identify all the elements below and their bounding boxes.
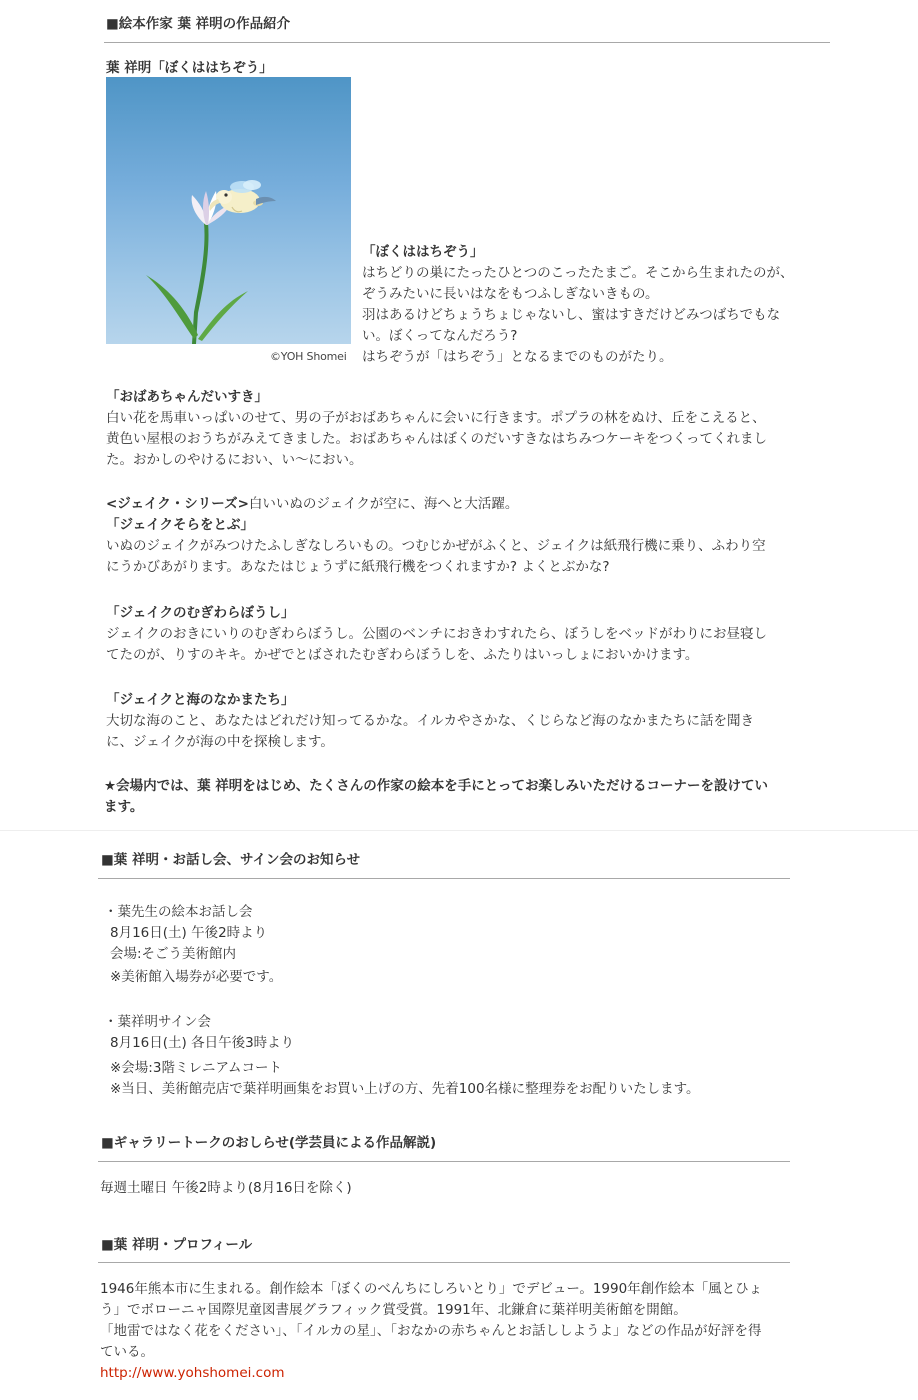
event-title: ・葉祥明サイン会 — [104, 1014, 212, 1030]
featured-book-description — [362, 242, 832, 368]
book-line: 黄色い屋根のおうちがみえてきました。おばあちゃんはぼくのだいすきなはちみつケーキをつくってくれまし — [106, 431, 767, 447]
featured-line: はちどりの巣にたったひとつのこったたまご。そこから生まれたのが、 — [362, 265, 794, 281]
book-line: た。おかしのやけるにおい、い〜におい。 — [106, 452, 363, 468]
section-heading-gallery-talk: ■ギャラリートークのおしらせ(学芸員による作品解説) — [101, 1135, 437, 1151]
event-title: ・葉先生の絵本お話し会 — [104, 904, 253, 920]
book-line: 大切な海のこと、あなたはどれだけ知ってるかな。イルカやさかな、くじらなど海のなかまたちに話を聞き — [106, 713, 754, 729]
section-divider — [0, 830, 918, 831]
featured-book-title: 「ぼくははちぞう」 — [362, 244, 484, 260]
book-line: 白い花を馬車いっぱいのせて、男の子がおばあちゃんに会いに行きます。ポプラの林をぬけ、丘をこえると、 — [106, 410, 766, 426]
series-label: <ジェイク・シリーズ> — [106, 496, 249, 512]
section-rule — [98, 878, 790, 879]
section-rule — [104, 42, 830, 43]
featured-line: ぞうみたいに長いはなをもつふしぎないきもの。 — [362, 286, 659, 302]
book-line: ジェイクのおきにいりのむぎわらぼうし。公園のベンチにおきわすれたら、ぼうしをベッドがわりにお昼寝し — [106, 626, 767, 642]
website-link[interactable]: http://www.yohshomei.com — [100, 1365, 285, 1381]
notice-line: ます。 — [104, 799, 144, 815]
book-entry — [106, 603, 836, 666]
featured-book-label: 葉 祥明「ぼくははちぞう」 — [106, 60, 273, 76]
section-rule — [98, 1161, 790, 1162]
book-title: 「おばあちゃんだいすき」 — [106, 389, 268, 405]
signing-event — [104, 1012, 700, 1100]
book-line: に、ジェイクが海の中を探検します。 — [106, 734, 334, 750]
section-heading-profile: ■葉 祥明・プロフィール — [101, 1237, 253, 1253]
profile-text — [100, 1279, 820, 1384]
notice-line: ★会場内では、葉 祥明をはじめ、たくさんの作家の絵本を手にとってお楽しみいただけるコーナーを設けてい — [104, 778, 768, 794]
event-note: ※当日、美術館売店で葉祥明画集をお買い上げの方、先着100名様に整理券をお配りいたします。 — [110, 1081, 700, 1097]
event-date: 8月16日(土) 午後2時より — [110, 925, 268, 941]
event-date: 8月16日(土) 各日午後3時より — [110, 1035, 295, 1051]
featured-line: 羽はあるけどちょうちょじゃないし、蜜はすきだけどみつばちでもな — [362, 307, 781, 323]
profile-line: 1946年熊本市に生まれる。創作絵本「ぼくのべんちにしろいとり」でデビュー。1990年創作絵本「風とひょ — [100, 1281, 763, 1297]
event-venue: ※会場:3階ミレニアムコート — [110, 1060, 283, 1076]
book-title: 「ジェイクのむぎわらぼうし」 — [106, 605, 295, 621]
section-rule — [98, 1262, 790, 1263]
series-description: 白いいぬのジェイクが空に、海へと大活躍。 — [248, 496, 519, 512]
book-line: てたのが、りすのキキ。かぜでとばされたむぎわらぼうしを、ふたりはいっしょにおいかけます。 — [106, 647, 699, 663]
image-credit: ©YOH Shomei — [270, 350, 347, 363]
featured-line: はちぞうが「はちぞう」となるまでのものがたり。 — [362, 349, 673, 365]
book-line: いぬのジェイクがみつけたふしぎなしろいもの。つむじかぜがふくと、ジェイクは紙飛行機に乗り、ふわり空 — [106, 538, 766, 554]
profile-line: 「地雷ではなく花をください」、「イルカの星」、「おなかの赤ちゃんとお話ししようよ」などの作品が好評を得 — [100, 1323, 762, 1339]
profile-line: ている。 — [100, 1344, 154, 1360]
book-entry — [106, 515, 836, 578]
venue-notice — [104, 776, 834, 818]
book-title: 「ジェイクと海のなかまたち」 — [106, 692, 295, 708]
section-heading-works: ■絵本作家 葉 祥明の作品紹介 — [106, 16, 291, 32]
featured-line: い。ぼくってなんだろう? — [362, 328, 518, 344]
storytelling-event — [104, 902, 282, 988]
book-illustration — [106, 77, 351, 344]
book-title: 「ジェイクそらをとぶ」 — [106, 517, 254, 533]
book-entry — [106, 690, 836, 753]
gallery-talk-schedule: 毎週土曜日 午後2時より(8月16日を除く) — [100, 1180, 352, 1196]
series-intro — [106, 494, 836, 515]
book-entry — [106, 387, 836, 471]
event-venue: 会場:そごう美術館内 — [110, 946, 237, 962]
book-line: にうかびあがります。あなたはじょうずに紙飛行機をつくれますか? よくとぶかな? — [106, 559, 610, 575]
event-note: ※美術館入場券が必要です。 — [110, 969, 283, 985]
flower-hummingbird-illustration — [106, 77, 351, 344]
profile-line: う」でボローニャ国際児童図書展グラフィック賞受賞。1991年、北鎌倉に葉祥明美術館を開館。 — [100, 1302, 687, 1318]
section-heading-events: ■葉 祥明・お話し会、サイン会のお知らせ — [101, 852, 361, 868]
